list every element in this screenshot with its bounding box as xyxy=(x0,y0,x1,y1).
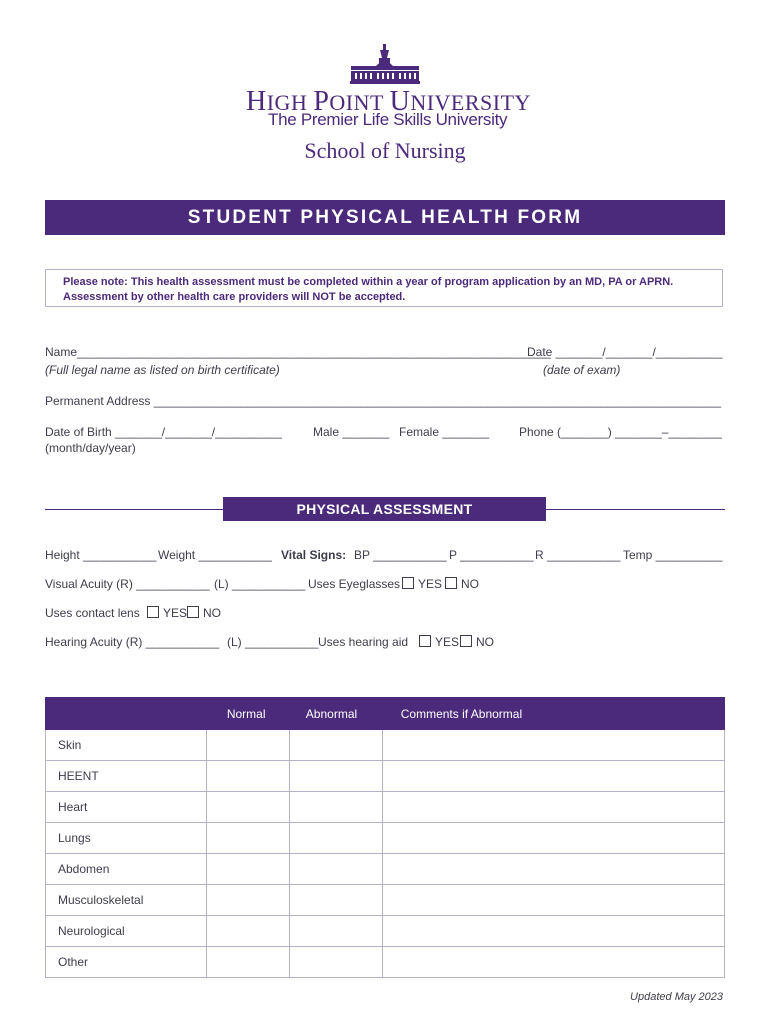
table-row xyxy=(46,730,725,761)
abnormal-cell[interactable] xyxy=(289,916,382,947)
name-hint: (Full legal name as listed on birth certificate) xyxy=(45,363,280,377)
eyeglasses-label: Uses Eyeglasses xyxy=(308,577,401,591)
note-line-2: Assessment by other health care providers will NOT be accepted. xyxy=(63,291,406,303)
university-name: HIGH POINT UNIVERSITY xyxy=(246,86,531,117)
dob-field[interactable]: Date of Birth _______/_______/__________ xyxy=(45,425,282,439)
exam-table xyxy=(45,697,725,978)
university-building-logo xyxy=(350,44,420,84)
visual-acuity-right[interactable]: Visual Acuity (R) ___________ xyxy=(45,577,210,591)
male-field[interactable]: Male _______ xyxy=(313,425,390,439)
row-label: Lungs xyxy=(46,823,207,854)
comments-cell[interactable] xyxy=(382,792,724,823)
abnormal-cell[interactable] xyxy=(289,823,382,854)
hearing-aid-label: Uses hearing aid xyxy=(318,635,409,649)
abnormal-cell[interactable] xyxy=(289,947,382,978)
comments-cell[interactable] xyxy=(382,885,724,916)
school-name: School of Nursing xyxy=(304,138,466,163)
university-tagline: The Premier Life Skills University xyxy=(268,110,508,129)
female-field[interactable]: Female _______ xyxy=(399,425,490,439)
abnormal-cell[interactable] xyxy=(289,885,382,916)
table-row xyxy=(46,947,725,978)
form-title: STUDENT PHYSICAL HEALTH FORM xyxy=(45,200,725,235)
eyeglasses-yes[interactable]: YES xyxy=(402,577,442,591)
row-label: Skin xyxy=(46,730,207,761)
section-divider-left xyxy=(45,509,223,510)
hearing-aid-yes[interactable]: YES xyxy=(419,635,459,649)
comments-cell[interactable] xyxy=(382,730,724,761)
table-header: Comments if Abnormal xyxy=(382,698,724,730)
contact-lens-label: Uses contact lens xyxy=(45,606,140,620)
row-label: Heart xyxy=(46,792,207,823)
normal-cell[interactable] xyxy=(206,730,289,761)
checkbox-icon[interactable] xyxy=(445,577,457,589)
normal-cell[interactable] xyxy=(206,823,289,854)
abnormal-cell[interactable] xyxy=(289,730,382,761)
normal-cell[interactable] xyxy=(206,854,289,885)
name-field[interactable]: Name_______________________________________________________________________ xyxy=(45,345,551,359)
checkbox-icon[interactable] xyxy=(402,577,414,589)
row-label: Neurological xyxy=(46,916,207,947)
temp-field[interactable]: Temp __________ xyxy=(623,548,723,562)
physical-assessment-heading: PHYSICAL ASSESSMENT xyxy=(223,497,546,521)
normal-cell[interactable] xyxy=(206,761,289,792)
comments-cell[interactable] xyxy=(382,854,724,885)
row-label: Abdomen xyxy=(46,854,207,885)
note-line-1: Please note: This health assessment must be completed within a year of program application by an MD, PA or APRN. xyxy=(63,276,674,288)
exam-date-hint: (date of exam) xyxy=(543,363,621,377)
comments-cell[interactable] xyxy=(382,761,724,792)
address-field[interactable]: Permanent Address _____________________________________________________________________________________ xyxy=(45,394,722,408)
hearing-aid-no[interactable]: NO xyxy=(460,635,494,649)
comments-cell[interactable] xyxy=(382,916,724,947)
table-header: Abnormal xyxy=(289,698,382,730)
section-divider-right xyxy=(546,509,725,510)
dob-hint: (month/day/year) xyxy=(45,441,136,455)
row-label: HEENT xyxy=(46,761,207,792)
table-row xyxy=(46,792,725,823)
normal-cell[interactable] xyxy=(206,885,289,916)
table-row xyxy=(46,885,725,916)
phone-field[interactable]: Phone (_______) _______–________ xyxy=(519,425,722,439)
table-row xyxy=(46,854,725,885)
comments-cell[interactable] xyxy=(382,947,724,978)
eligibility-note xyxy=(45,269,723,307)
table-header xyxy=(46,698,207,730)
table-row xyxy=(46,916,725,947)
row-label: Musculoskeletal xyxy=(46,885,207,916)
eyeglasses-no[interactable]: NO xyxy=(445,577,479,591)
comments-cell[interactable] xyxy=(382,823,724,854)
abnormal-cell[interactable] xyxy=(289,761,382,792)
hearing-acuity-left[interactable]: (L) ___________ xyxy=(227,635,319,649)
checkbox-icon[interactable] xyxy=(187,606,199,618)
checkbox-icon[interactable] xyxy=(460,635,472,647)
table-header-row xyxy=(46,698,725,730)
vital-signs-label: Vital Signs: xyxy=(281,548,347,562)
respiration-field[interactable]: R ___________ xyxy=(535,548,621,562)
checkbox-icon[interactable] xyxy=(419,635,431,647)
abnormal-cell[interactable] xyxy=(289,854,382,885)
normal-cell[interactable] xyxy=(206,792,289,823)
bp-field[interactable]: BP ___________ xyxy=(354,548,447,562)
abnormal-cell[interactable] xyxy=(289,792,382,823)
contact-lens-no[interactable]: NO xyxy=(187,606,221,620)
normal-cell[interactable] xyxy=(206,947,289,978)
contact-lens-yes[interactable]: YES xyxy=(147,606,187,620)
updated-date: Updated May 2023 xyxy=(630,991,723,1003)
normal-cell[interactable] xyxy=(206,916,289,947)
table-row xyxy=(46,761,725,792)
height-field[interactable]: Height ___________ xyxy=(45,548,157,562)
row-label: Other xyxy=(46,947,207,978)
weight-field[interactable]: Weight ___________ xyxy=(158,548,272,562)
table-header: Normal xyxy=(206,698,289,730)
table-row xyxy=(46,823,725,854)
pulse-field[interactable]: P ___________ xyxy=(449,548,534,562)
checkbox-icon[interactable] xyxy=(147,606,159,618)
hearing-acuity-right[interactable]: Hearing Acuity (R) ___________ xyxy=(45,635,220,649)
visual-acuity-left[interactable]: (L) ___________ xyxy=(214,577,306,591)
exam-date-field[interactable]: Date _______/_______/__________ xyxy=(527,345,723,359)
